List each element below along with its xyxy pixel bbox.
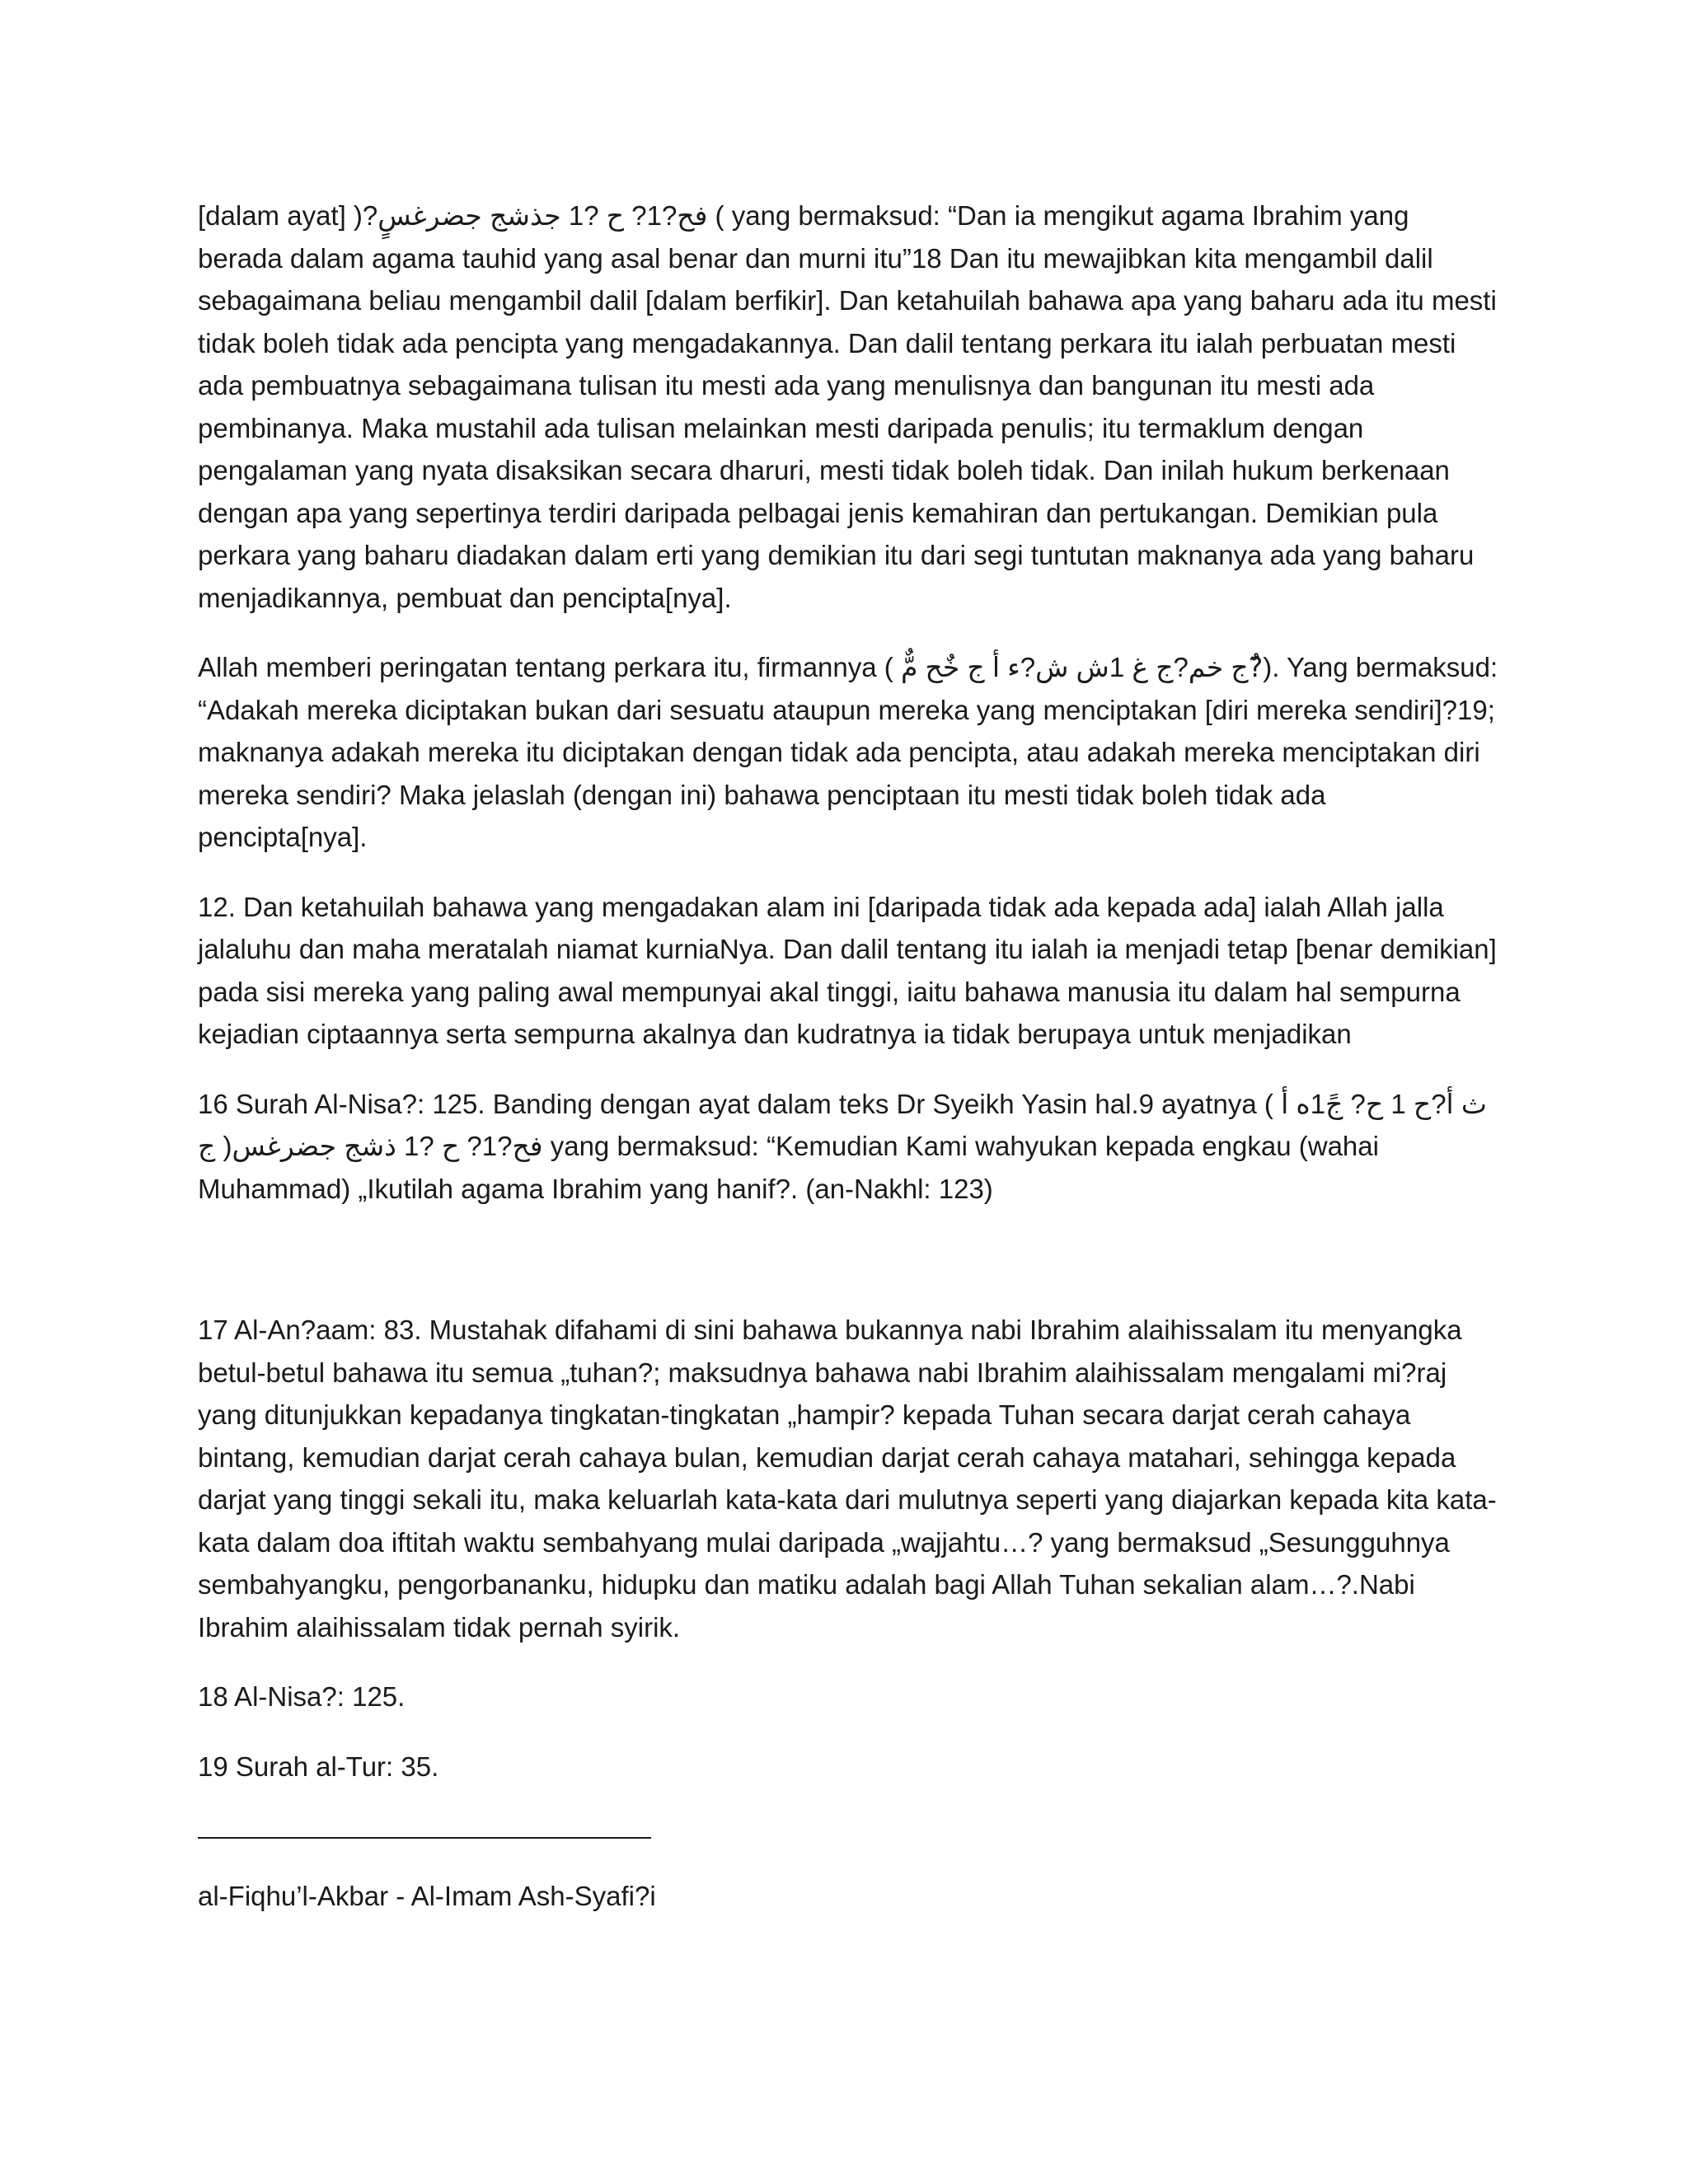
page-footer: al-Fiqhu’l-Akbar - Al-Imam Ash-Syafi?i bbox=[198, 1881, 656, 1911]
footnote-19: 19 Surah al-Tur: 35. bbox=[198, 1750, 439, 1782]
paragraph-dalil-pencipta: [dalam ayat] )?فح?1? ح ?1 جذشج جضرغسٍ ( yang bermaksud: “Dan ia mengikut agama Ibrahim yang berada dalam agama tauhid yang asal benar dan murni itu”18 Dan itu mewajibkan kita mengambil dalil sebagaimana beliau mengambil dalil [dalam berfikir]. Dan ketahuilah bahawa apa yang baharu ada itu mesti tidak boleh tidak ada pencipta yang mengadakannya. Dan dalil tentang perkara itu ialah perbuatan mesti ada pembuatnya sebagaimana tulisan itu mesti ada yang menulisnya dan bangunan itu mesti ada pembinanya. Maka mustahil ada tulisan melainkan mesti daripada penulis; itu termaklum dengan pengalaman yang nyata disaksikan secara dharuri, mesti tidak boleh tidak. Dan inilah hukum berkenaan dengan apa yang sepertinya terdiri daripada pelbagai jenis kemahiran dan pertukangan. Demikian pula perkara yang baharu diadakan dalam erti yang demikian itu dari segi tuntutan maknanya ada yang baharu menjadikannya, pembuat dan pencipta[nya]. bbox=[198, 200, 1497, 613]
document-page bbox=[198, 194, 1500, 1918]
paragraph-peringatan-allah: Allah memberi peringatan tentang perkara itu, firmannya ( ج خم?ج غ 1ش ش?ء أ ج خٌح مٌّ?ٌ). Yang bermaksud: “Adakah mereka diciptakan bukan dari sesuatu ataupun mereka yang menciptakan [diri mereka sendiri]?19; maknanya adakah mereka itu diciptakan dengan tidak ada pencipta, atau adakah mereka menciptakan diri mereka sendiri? Maka jelaslah (dengan ini) bahawa penciptaan itu mesti tidak boleh tidak ada pencipta[nya]. bbox=[198, 652, 1498, 852]
paragraph-12: 12. Dan ketahuilah bahawa yang mengadakan alam ini [daripada tidak ada kepada ada] ialah Allah jalla jalaluhu dan maha meratalah niamat kurniaNya. Dan dalil tentang itu ialah ia menjadi tetap [benar demikian] pada sisi mereka yang paling awal mempunyai akal tinggi, iaitu bahawa manusia itu dalam hal sempurna kejadian ciptaannya serta sempurna akalnya dan kudratnya ia tidak berupaya untuk menjadikan bbox=[198, 891, 1497, 1049]
footnote-18: 18 Al-Nisa?: 125. bbox=[198, 1681, 406, 1712]
footnote-17: 17 Al-An?aam: 83. Mustahak difahami di sini bahawa bukannya nabi Ibrahim alaihissalam itu menyangka betul-betul bahawa itu semua „tuhan?; maksudnya bahawa nabi Ibrahim alaihissalam mengalami mi?raj yang ditunjukkan kepadanya tingkatan-tingkatan „hampir? kepada Tuhan secara darjat cerah cahaya bintang, kemudian darjat cerah cahaya bulan, kemudian darjat cerah cahaya matahari, sehingga kepada darjat yang tinggi sekali itu, maka keluarlah kata-kata dari mulutnya seperti yang diajarkan kepada kita kata-kata dalam doa iftitah waktu sembahyang mulai daripada „wajjahtu…? yang bermaksud „Sesungguhnya sembahyangku, pengorbananku, hidupku dan matiku adalah bagi Allah Tuhan sekalian alam…?.Nabi Ibrahim alaihissalam tidak pernah syirik. bbox=[198, 1315, 1497, 1643]
footnote-16: 16 Surah Al-Nisa?: 125. Banding dengan ayat dalam teks Dr Syeikh Yasin hal.9 ayatnya ( ث أ?ح 1 ح? جً1ه أ ج )فح?1? ح ?1 ذشج جضرغس yang bermaksud: “Kemudian Kami wahyukan kepada engkau (wahai Muhammad) „Ikutilah agama Ibrahim yang hanif?. (an-Nakhl: 123) bbox=[198, 1088, 1487, 1204]
footer-divider bbox=[198, 1837, 651, 1839]
